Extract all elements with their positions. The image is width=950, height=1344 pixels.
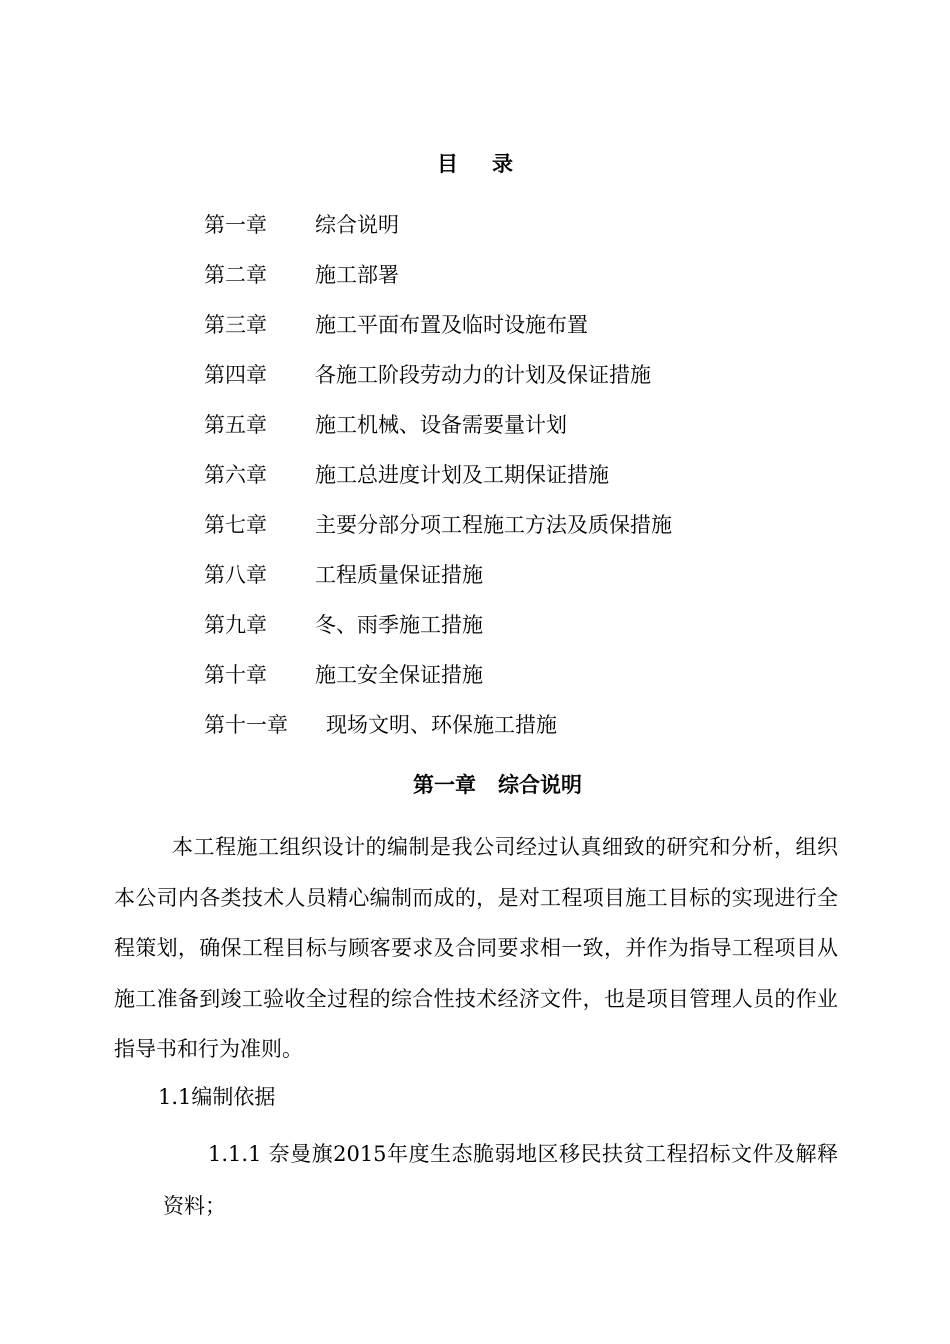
toc-item xyxy=(204,608,672,658)
toc-item-title: 现场文明、环保施工措施 xyxy=(326,713,557,737)
toc-item-title: 主要分部分项工程施工方法及质保措施 xyxy=(315,513,672,537)
toc-item-title: 工程质量保证措施 xyxy=(315,563,483,587)
toc-item-number: 第二章 xyxy=(204,263,267,287)
toc-item-title: 综合说明 xyxy=(315,213,399,237)
toc-item-number: 第九章 xyxy=(204,613,267,637)
toc-item-title: 各施工阶段劳动力的计划及保证措施 xyxy=(315,363,651,387)
toc-item xyxy=(204,308,672,358)
chapter-heading xyxy=(0,770,950,800)
subsection-item: 1.1.1 奈曼旗2015年度生态脆弱地区移民扶贫工程招标文件及解释资料； xyxy=(163,1142,838,1218)
chapter-title: 综合说明 xyxy=(498,772,582,797)
toc-item xyxy=(204,458,672,508)
toc-item-title: 冬、雨季施工措施 xyxy=(315,613,483,637)
toc-item xyxy=(204,408,672,458)
toc-item-number: 第一章 xyxy=(204,213,267,237)
toc-item-title: 施工总进度计划及工期保证措施 xyxy=(315,463,609,487)
toc-item-number: 第五章 xyxy=(204,413,267,437)
toc-item-number: 第三章 xyxy=(204,313,267,337)
toc-item xyxy=(204,358,672,408)
toc-list xyxy=(204,208,672,758)
toc-item xyxy=(204,508,672,558)
toc-item-number: 第六章 xyxy=(204,463,267,487)
toc-item xyxy=(204,658,672,708)
toc-item-number: 第八章 xyxy=(204,563,267,587)
toc-item-number: 第十一章 xyxy=(204,713,288,737)
toc-item xyxy=(204,258,672,308)
chapter-number: 第一章 xyxy=(413,772,476,797)
toc-title xyxy=(0,150,950,178)
toc-item-title: 施工机械、设备需要量计划 xyxy=(315,413,567,437)
toc-title-part1: 目 xyxy=(437,151,458,176)
toc-item xyxy=(204,708,672,758)
toc-item-title: 施工部署 xyxy=(315,263,399,287)
toc-item-number: 第十章 xyxy=(204,663,267,687)
toc-item-number: 第七章 xyxy=(204,513,267,537)
toc-item xyxy=(204,558,672,608)
toc-title-part2: 录 xyxy=(492,151,513,176)
toc-item-number: 第四章 xyxy=(204,363,267,387)
toc-item-title: 施工平面布置及临时设施布置 xyxy=(315,313,588,337)
toc-item-title: 施工安全保证措施 xyxy=(315,663,483,687)
body-paragraph: 本工程施工组织设计的编制是我公司经过认真细致的研究和分析，组织本公司内各类技术人员精心编制而成的，是对工程项目施工目标的实现进行全程策划，确保工程目标与顾客要求及合同要求相一致，并作为指导工程项目从施工准备到竣工验收全过程的综合性技术经济文件，也是项目管理人员的作业指导书和行为准则。 xyxy=(114,835,838,1061)
toc-item xyxy=(204,208,672,258)
section-heading: 1.1编制依据 xyxy=(158,1085,276,1109)
